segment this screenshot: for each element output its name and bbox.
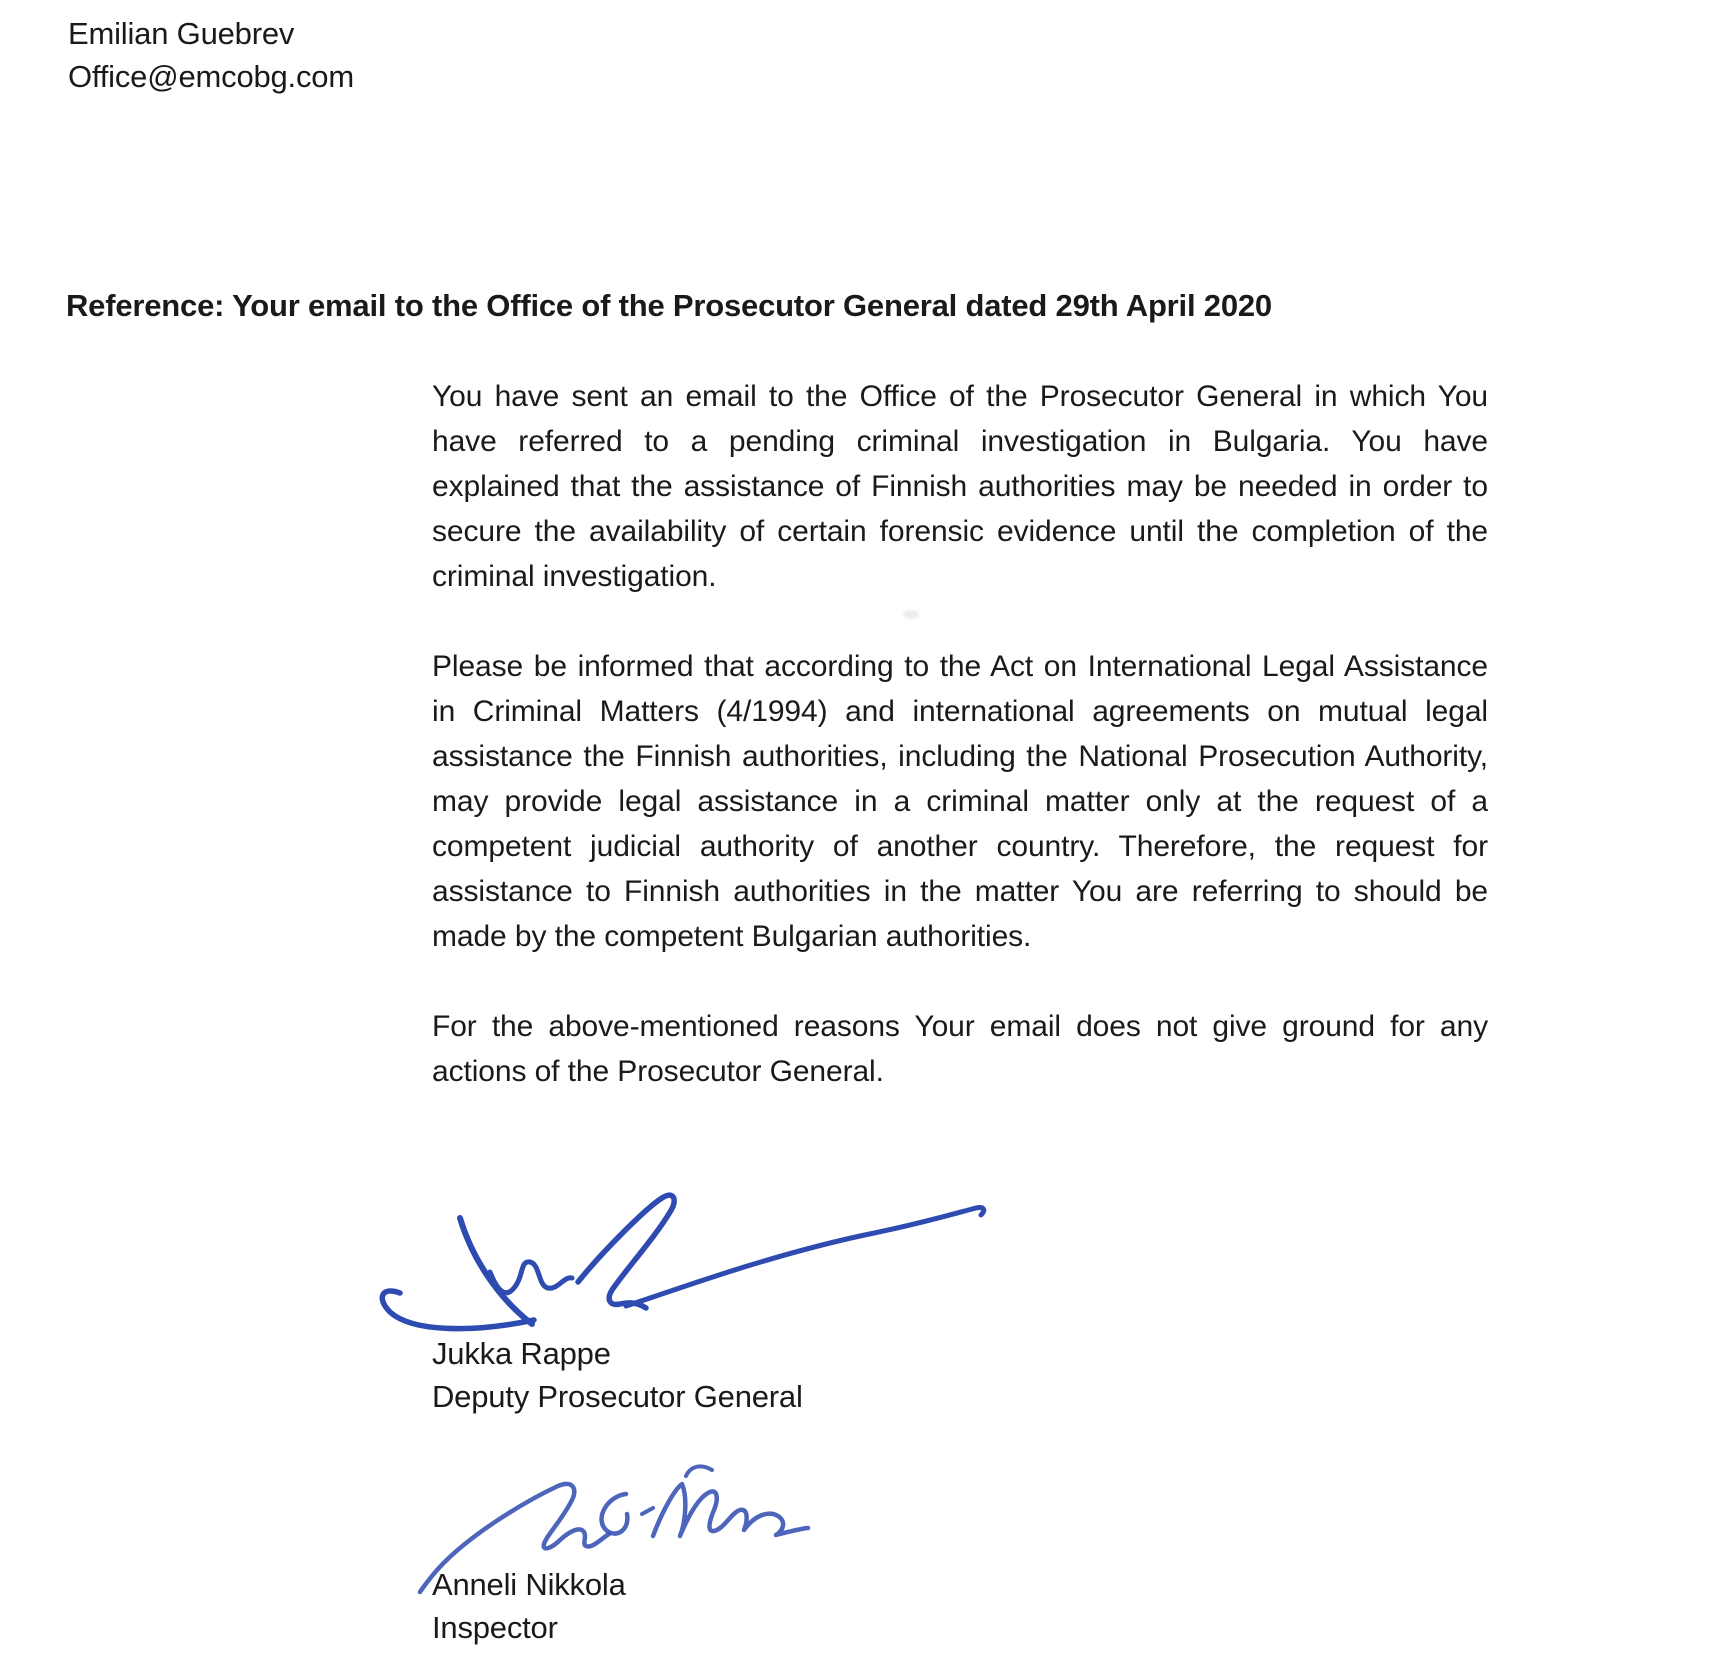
sender-name: Emilian Guebrev <box>68 16 295 51</box>
signatory-block <box>432 1332 803 1418</box>
jukka-rappe-signature-image <box>340 1140 1020 1340</box>
reference-line: Reference: Your email to the Office of the Prosecutor General dated 29th April 2020 <box>66 288 1272 323</box>
signature-stroke <box>382 1291 534 1329</box>
signatory-block <box>432 1563 626 1649</box>
signature-stroke <box>460 1218 532 1324</box>
signature-stroke <box>602 1494 628 1534</box>
body-paragraph-2: Please be informed that according to the Act on International Legal Assistance in Criminal Matters (4/1994) and international agreements on mutual legal assistance the Finnish authorities, including the National Prosecution Authority, may provide legal assistance in a criminal matter only at the request of a competent judicial authority of another country. Therefore, the request for assistance to Finnish authorities in the matter You are referring to should be made by the competent Bulgarian authorities. <box>432 650 1488 953</box>
signatory-name: Anneli Nikkola <box>432 1567 626 1602</box>
sender-block <box>68 12 354 98</box>
signature-stroke <box>686 1466 712 1476</box>
signature-stroke <box>490 1262 572 1293</box>
signatory-title: Inspector <box>432 1610 558 1645</box>
scan-artifact <box>903 610 919 619</box>
signature-stroke <box>653 1484 808 1536</box>
signature-stroke <box>642 1508 653 1514</box>
signatory-name: Jukka Rappe <box>432 1336 611 1371</box>
signatory-title: Deputy Prosecutor General <box>432 1379 803 1414</box>
signature-stroke <box>578 1195 674 1308</box>
body-paragraph-1: You have sent an email to the Office of the Prosecutor General in which You have referred to a pending criminal investigation in Bulgaria. You have explained that the assistance of Finnish authorities may be needed in order to secure the availability of certain forensic evidence until the completion of the criminal investigation. <box>432 380 1488 593</box>
sender-email: Office@emcobg.com <box>68 59 354 94</box>
signature-stroke <box>626 1207 984 1306</box>
body-paragraph-3: For the above-mentioned reasons Your email does not give ground for any actions of the Prosecutor General. <box>432 1010 1488 1088</box>
letter-body <box>432 374 1488 1139</box>
